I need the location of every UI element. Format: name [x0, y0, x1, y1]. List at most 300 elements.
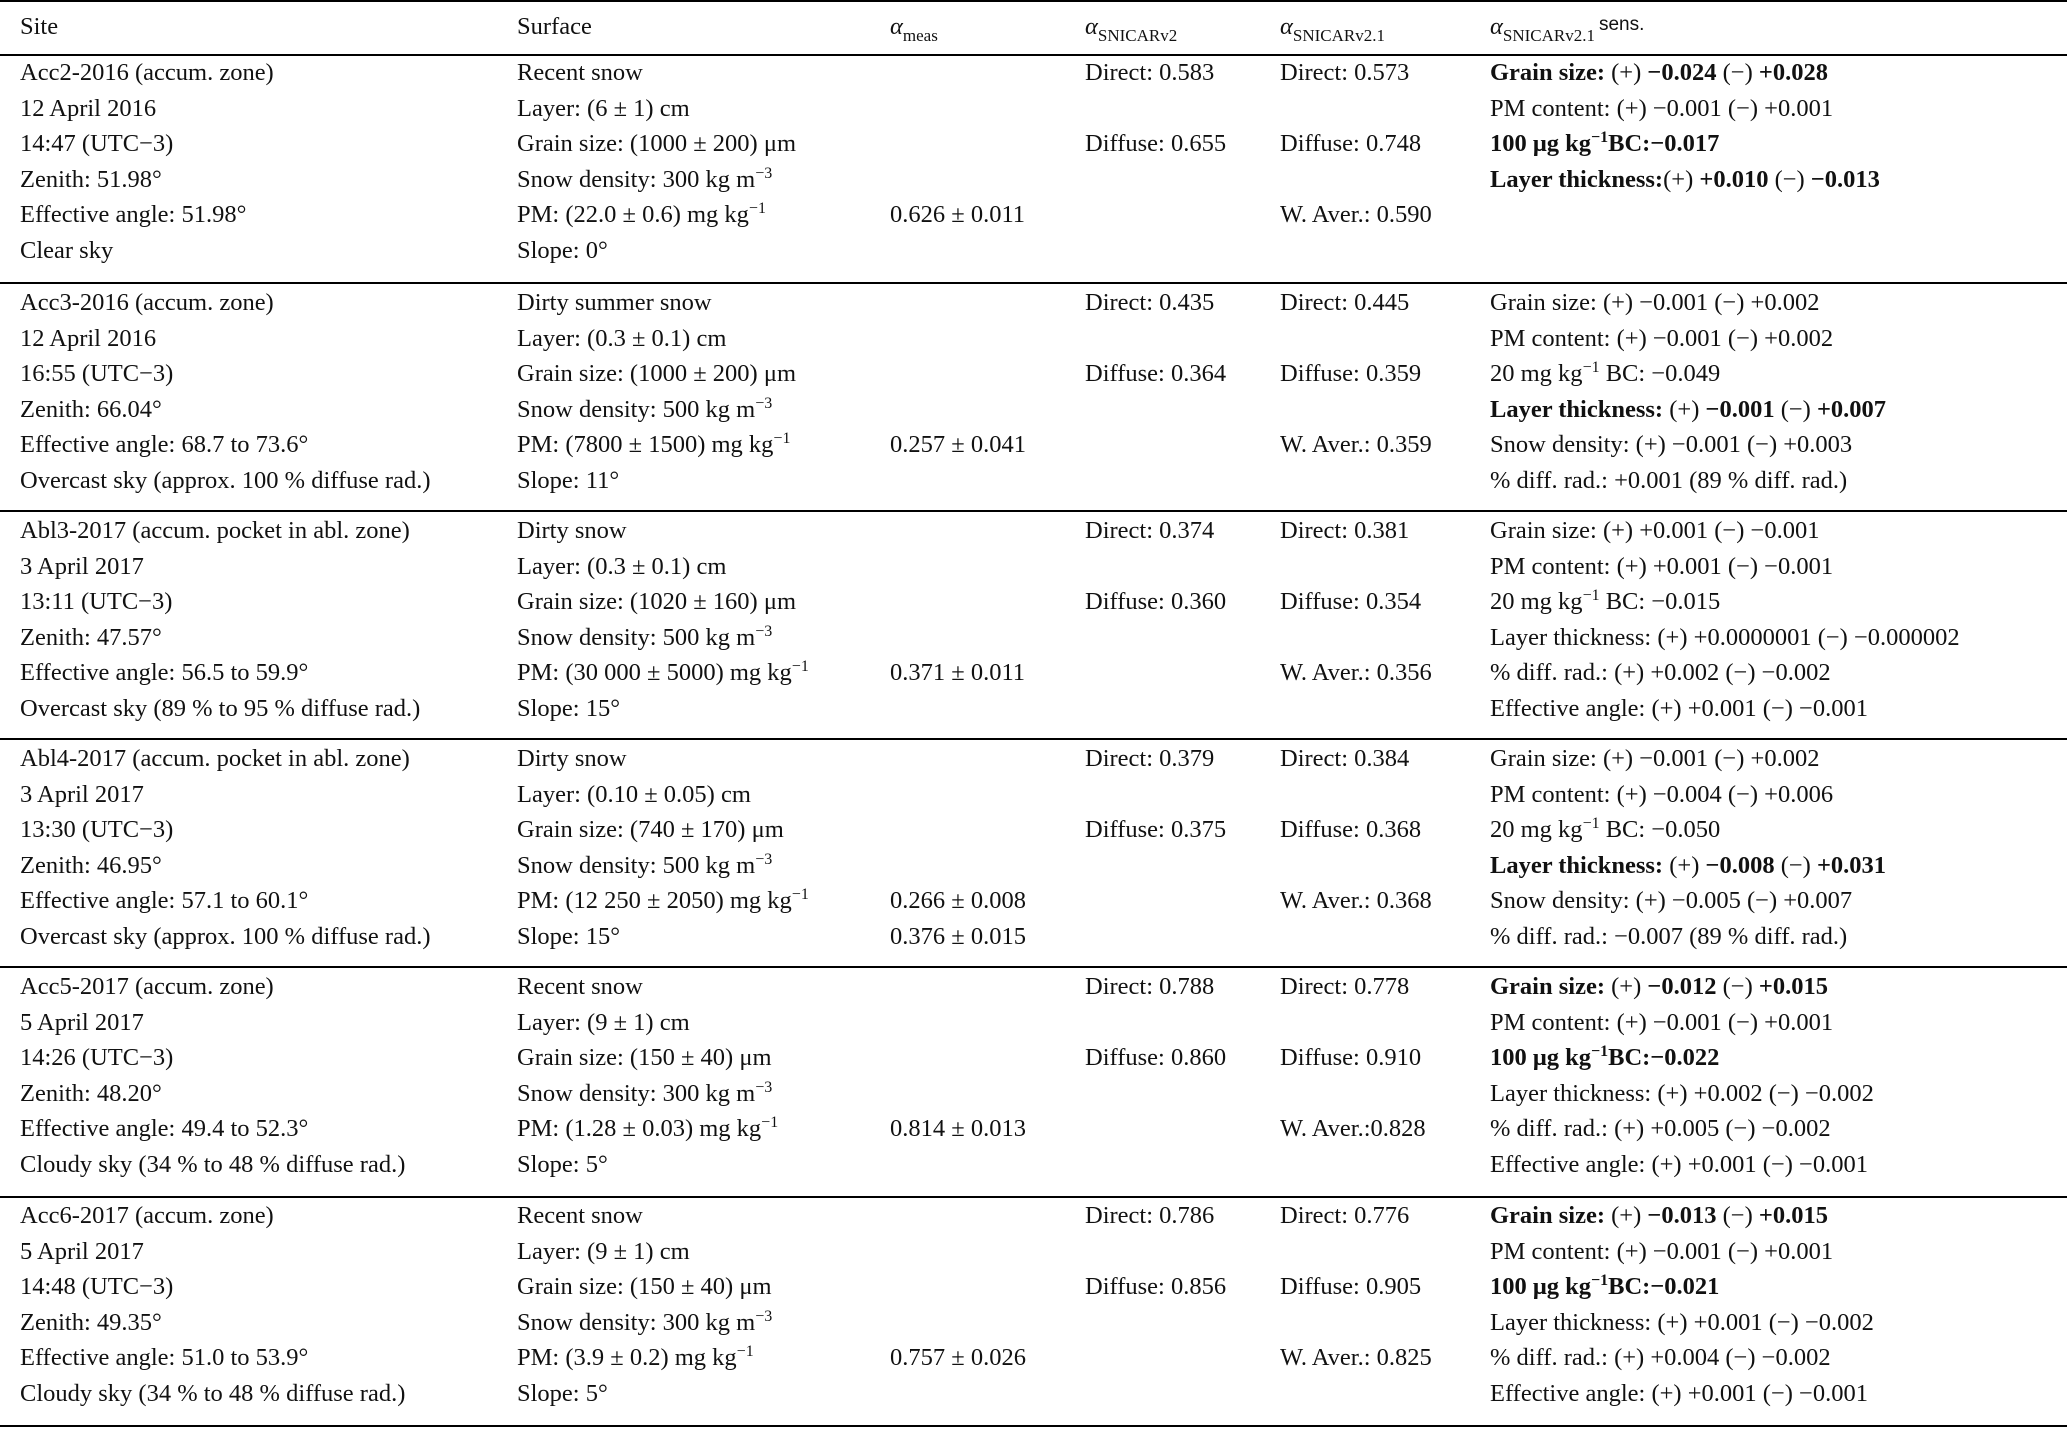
site-line: Zenith: 48.20° [20, 1079, 162, 1107]
surface-text: PM: (7800 ± 1500) mg kg [517, 431, 774, 458]
sensitivity-line [1490, 428, 1852, 462]
sensitivity-line [1490, 621, 1960, 655]
surface-line [517, 286, 712, 320]
table-rule [0, 54, 2067, 56]
surface-line [517, 127, 796, 161]
exponent: −1 [748, 199, 766, 217]
sens-label: 20 mg kg [1490, 360, 1583, 387]
surface-text: Grain size: (1020 ± 160) μm [517, 588, 797, 615]
surface-line [517, 393, 772, 427]
sensitivity-line [1490, 1112, 1831, 1146]
site-line: 12 April 2016 [20, 324, 157, 352]
sens-label: % diff. rad.: [1490, 659, 1608, 686]
sens-label: Grain size: [1490, 517, 1597, 544]
surface-text: Layer: (0.10 ± 0.05) cm [517, 780, 751, 808]
sens-text: (+) −0.001 (−) +0.002 [1596, 745, 1820, 772]
alpha-symbol: α [1490, 13, 1503, 40]
v21-line: Direct: 0.573 [1280, 59, 1410, 86]
sens-text: (+) −0.004 (−) +0.006 [1610, 780, 1834, 808]
sens-text: (+) +0.002 (−) −0.002 [1607, 659, 1831, 686]
surface-line [517, 1235, 690, 1269]
sens-label: % diff. rad.: [1490, 1344, 1608, 1371]
surface-line [517, 1041, 772, 1075]
sens-value: +0.015 [1758, 973, 1828, 1000]
site-line: 3 April 2017 [20, 552, 144, 580]
surface-line [517, 464, 619, 498]
exponent: −1 [1582, 358, 1600, 376]
sens-text: (+) −0.001 (−) +0.001 [1610, 94, 1834, 122]
v21-line: Direct: 0.381 [1280, 517, 1410, 544]
table-rule [0, 1425, 2067, 1427]
surface-line [517, 1006, 690, 1040]
sens-label: Grain size: [1490, 59, 1605, 86]
sens-label: 20 mg kg [1490, 588, 1583, 615]
header-site: Site [20, 13, 59, 40]
sens-label: PM content: [1490, 1008, 1611, 1036]
header-sub-meas: meas [902, 26, 938, 45]
v21-line: W. Aver.: 0.590 [1280, 201, 1432, 228]
exponent: −3 [755, 164, 773, 182]
sens-label: Layer thickness: [1490, 1308, 1652, 1336]
sens-value: BC:−0.022 [1608, 1044, 1720, 1071]
v21-line: Diffuse: 0.368 [1280, 816, 1422, 843]
v21-line: Direct: 0.445 [1280, 289, 1410, 316]
sens-label: Effective angle: [1490, 1379, 1646, 1407]
exponent: −3 [755, 394, 773, 412]
surface-text: Slope: 0° [517, 236, 608, 264]
v21-line: W. Aver.: 0.825 [1280, 1344, 1432, 1371]
surface-text: Snow density: 500 kg m [517, 395, 756, 423]
site-line: Effective angle: 57.1 to 60.1° [20, 887, 309, 914]
sens-label: Layer thickness: [1490, 165, 1664, 193]
sens-label: Effective angle: [1490, 1150, 1646, 1178]
sens-value: −0.012 [1647, 973, 1717, 1000]
meas-line: 0.371 ± 0.011 [890, 659, 1026, 686]
surface-text: Layer: (6 ± 1) cm [517, 94, 690, 122]
site-line: 3 April 2017 [20, 780, 144, 808]
surface-text: Layer: (0.3 ± 0.1) cm [517, 324, 727, 352]
sens-text: (+) [1605, 59, 1648, 86]
surface-line [517, 778, 751, 812]
surface-text: Snow density: 300 kg m [517, 165, 756, 193]
surface-text: Layer: (0.3 ± 0.1) cm [517, 552, 727, 580]
exponent: −1 [1591, 128, 1609, 146]
sens-value: +0.010 [1699, 165, 1769, 193]
surface-text: PM: (22.0 ± 0.6) mg kg [517, 201, 749, 228]
site-line: Cloudy sky (34 % to 48 % diffuse rad.) [20, 1150, 406, 1178]
surface-line [517, 1112, 778, 1146]
surface-line [517, 585, 796, 619]
sens-text: (−) [1774, 851, 1817, 879]
surface-line [517, 621, 772, 655]
surface-line [517, 550, 726, 584]
sens-text: (−) [1774, 395, 1817, 423]
sens-text: (−) [1716, 1202, 1759, 1229]
sens-text: (+) −0.005 (−) +0.007 [1629, 887, 1853, 914]
v21-line: Direct: 0.778 [1280, 973, 1410, 1000]
surface-text: Layer: (9 ± 1) cm [517, 1237, 690, 1265]
v21-line: W. Aver.: 0.368 [1280, 887, 1432, 914]
exponent: −3 [755, 1078, 773, 1096]
sens-value: +0.007 [1816, 395, 1887, 423]
site-line: Overcast sky (approx. 100 % diffuse rad.) [20, 922, 431, 950]
sensitivity-line [1490, 1341, 1831, 1375]
meas-line: 0.757 ± 0.026 [890, 1344, 1026, 1371]
sensitivity-line [1490, 357, 1720, 391]
sensitivity-line [1490, 514, 1819, 548]
sens-label: Snow density: [1490, 431, 1630, 458]
surface-text: Grain size: (1000 ± 200) μm [517, 360, 797, 387]
exponent: −1 [791, 885, 809, 903]
sens-value: +0.015 [1758, 1202, 1828, 1229]
sens-label: PM content: [1490, 324, 1611, 352]
table-rule [0, 510, 2067, 512]
sensitivity-line [1490, 585, 1720, 619]
table-rule [0, 282, 2067, 284]
surface-line [517, 1377, 608, 1411]
exponent: −1 [1591, 1042, 1609, 1060]
surface-text: Slope: 15° [517, 694, 621, 722]
surface-line [517, 1341, 754, 1375]
v2-line: Diffuse: 0.364 [1085, 360, 1227, 387]
v2-line: Diffuse: 0.860 [1085, 1044, 1227, 1071]
sens-label: 100 μg kg [1490, 1273, 1592, 1300]
header-alpha-meas [890, 10, 938, 46]
sensitivity-line [1490, 1148, 1868, 1182]
surface-line [517, 884, 809, 918]
header-sens-label: sens. [1598, 14, 1645, 35]
v2-line: Diffuse: 0.360 [1085, 588, 1227, 615]
site-line: Acc3-2016 (accum. zone) [20, 289, 274, 316]
header-alpha-snicarv21 [1280, 10, 1385, 46]
site-line: Effective angle: 56.5 to 59.9° [20, 659, 309, 686]
surface-text: Snow density: 500 kg m [517, 851, 756, 879]
sens-text: (+) +0.002 (−) −0.002 [1651, 1079, 1874, 1107]
sens-label: Effective angle: [1490, 694, 1646, 722]
sens-text: (+) [1605, 973, 1648, 1000]
header-sub-snicarv2: SNICARv2 [1097, 26, 1178, 45]
surface-line [517, 357, 796, 391]
sens-text: (+) −0.001 (−) +0.001 [1610, 1008, 1834, 1036]
site-line: Zenith: 46.95° [20, 851, 162, 879]
header-sub-snicarv21: SNICARv2.1 [1292, 26, 1385, 45]
table-rule [0, 966, 2067, 968]
site-line: 5 April 2017 [20, 1008, 144, 1036]
site-line: Overcast sky (approx. 100 % diffuse rad.) [20, 466, 431, 494]
sens-value: +0.031 [1816, 851, 1887, 879]
meas-line: 0.376 ± 0.015 [890, 922, 1026, 950]
surface-line [517, 92, 690, 126]
sens-text: (+) [1605, 1202, 1648, 1229]
surface-text: Snow density: 300 kg m [517, 1308, 756, 1336]
surface-line [517, 428, 790, 462]
sens-text: (+) [1663, 851, 1706, 879]
sensitivity-line [1490, 1377, 1868, 1411]
sens-text: (+) [1663, 395, 1706, 423]
site-line: Acc5-2017 (accum. zone) [20, 973, 274, 1000]
table-rule [0, 0, 2067, 2]
sensitivity-line [1490, 1270, 1719, 1304]
alpha-symbol: α [890, 13, 903, 40]
sens-text: (+) +0.001 (−) −0.002 [1651, 1308, 1874, 1336]
v2-line: Direct: 0.786 [1085, 1202, 1215, 1229]
header-alpha-snicarv2 [1085, 10, 1177, 46]
sens-text: (+) −0.001 (−) +0.003 [1629, 431, 1853, 458]
surface-text: Dirty snow [517, 745, 627, 772]
sens-value: BC:−0.017 [1608, 130, 1720, 157]
sens-label: % diff. rad.: [1490, 1115, 1608, 1142]
site-line: 14:26 (UTC−3) [20, 1044, 174, 1071]
sensitivity-line [1490, 322, 1833, 356]
v21-line: W. Aver.: 0.356 [1280, 659, 1432, 686]
surface-text: Grain size: (740 ± 170) μm [517, 816, 784, 843]
surface-text: Dirty summer snow [517, 289, 712, 316]
surface-line [517, 1148, 608, 1182]
sensitivity-line [1490, 92, 1833, 126]
header-surface: Surface [517, 13, 592, 40]
site-line: Acc2-2016 (accum. zone) [20, 59, 274, 86]
sensitivity-line [1490, 813, 1720, 847]
surface-line [517, 920, 620, 954]
meas-line: 0.257 ± 0.041 [890, 431, 1026, 458]
sens-label: Layer thickness: [1490, 623, 1652, 651]
v21-line: W. Aver.: 0.359 [1280, 431, 1432, 458]
site-line: 12 April 2016 [20, 94, 157, 122]
surface-text: Snow density: 500 kg m [517, 623, 756, 651]
surface-text: Recent snow [517, 1202, 643, 1229]
surface-text: PM: (3.9 ± 0.2) mg kg [517, 1344, 737, 1371]
surface-text: Dirty snow [517, 517, 627, 544]
v21-line: Diffuse: 0.359 [1280, 360, 1422, 387]
sens-text: (+) +0.0000001 (−) −0.000002 [1651, 623, 1960, 651]
surface-text: Snow density: 300 kg m [517, 1079, 756, 1107]
sensitivity-line [1490, 920, 1847, 954]
v2-line: Direct: 0.788 [1085, 973, 1215, 1000]
sens-text: (+) +0.001 (−) −0.001 [1645, 1379, 1868, 1407]
surface-line [517, 1306, 772, 1340]
sens-text: (+) +0.005 (−) −0.002 [1607, 1115, 1831, 1142]
v2-line: Diffuse: 0.375 [1085, 816, 1227, 843]
sens-label: % diff. rad.: [1490, 922, 1608, 950]
sens-label: Layer thickness: [1490, 1079, 1652, 1107]
sens-value: −0.013 [1647, 1202, 1717, 1229]
sens-value: BC: −0.049 [1599, 360, 1721, 387]
sens-label: Grain size: [1490, 289, 1597, 316]
sensitivity-line [1490, 656, 1831, 690]
sens-text: (−) [1768, 165, 1811, 193]
alpha-symbol: α [1280, 13, 1293, 40]
surface-text: Slope: 15° [517, 922, 621, 950]
exponent: −1 [1582, 586, 1600, 604]
meas-line: 0.814 ± 0.013 [890, 1115, 1026, 1142]
sens-text: (+) +0.001 (−) −0.001 [1610, 552, 1834, 580]
sensitivity-line [1490, 970, 1828, 1004]
sensitivity-line [1490, 56, 1828, 90]
meas-line: 0.266 ± 0.008 [890, 887, 1026, 914]
surface-text: PM: (1.28 ± 0.03) mg kg [517, 1115, 762, 1142]
sensitivity-line [1490, 550, 1833, 584]
surface-line [517, 849, 772, 883]
site-line: Effective angle: 68.7 to 73.6° [20, 431, 309, 458]
site-line: Cloudy sky (34 % to 48 % diffuse rad.) [20, 1379, 406, 1407]
surface-line [517, 56, 643, 90]
surface-text: PM: (12 250 ± 2050) mg kg [517, 887, 792, 914]
site-line: Clear sky [20, 236, 114, 264]
site-line: Effective angle: 49.4 to 52.3° [20, 1115, 309, 1142]
sens-label: Grain size: [1490, 745, 1597, 772]
sens-label: PM content: [1490, 780, 1611, 808]
sens-text: −0.007 (89 % diff. rad.) [1607, 922, 1848, 950]
exponent: −3 [755, 622, 773, 640]
site-line: Overcast sky (89 % to 95 % diffuse rad.) [20, 694, 421, 722]
site-line: Acc6-2017 (accum. zone) [20, 1202, 274, 1229]
exponent: −3 [755, 1307, 773, 1325]
surface-line [517, 1199, 643, 1233]
site-line: Abl3-2017 (accum. pocket in abl. zone) [20, 517, 410, 544]
sens-text: (−) [1716, 973, 1759, 1000]
sens-label: 20 mg kg [1490, 816, 1583, 843]
v21-line: Direct: 0.384 [1280, 745, 1410, 772]
exponent: −1 [791, 657, 809, 675]
exponent: −3 [755, 850, 773, 868]
v2-line: Direct: 0.379 [1085, 745, 1215, 772]
v2-line: Diffuse: 0.655 [1085, 130, 1227, 157]
exponent: −1 [1591, 1271, 1609, 1289]
sensitivity-line [1490, 1199, 1828, 1233]
sensitivity-line [1490, 286, 1819, 320]
surface-line [517, 1077, 772, 1111]
sens-value: −0.001 [1705, 395, 1775, 423]
site-line: 13:30 (UTC−3) [20, 816, 174, 843]
surface-text: Grain size: (1000 ± 200) μm [517, 130, 797, 157]
sensitivity-line [1490, 1077, 1874, 1111]
meas-line: 0.626 ± 0.011 [890, 201, 1026, 228]
surface-line [517, 970, 643, 1004]
surface-line [517, 1270, 772, 1304]
sensitivity-line [1490, 163, 1880, 197]
sensitivity-line [1490, 393, 1886, 427]
v21-line: Direct: 0.776 [1280, 1202, 1410, 1229]
header-sub-sens: SNICARv2.1 [1502, 26, 1595, 45]
site-line: Effective angle: 51.0 to 53.9° [20, 1344, 309, 1371]
alpha-symbol: α [1085, 13, 1098, 40]
sens-label: Snow density: [1490, 887, 1630, 914]
sens-value: BC: −0.050 [1599, 816, 1721, 843]
sens-label: Layer thickness: [1490, 851, 1664, 879]
v21-line: Diffuse: 0.748 [1280, 130, 1422, 157]
sens-label: Grain size: [1490, 1202, 1605, 1229]
sens-text: (−) [1716, 59, 1759, 86]
v21-line: Diffuse: 0.905 [1280, 1273, 1422, 1300]
sens-value: BC: −0.015 [1599, 588, 1721, 615]
sensitivity-line [1490, 692, 1868, 726]
surface-text: PM: (30 000 ± 5000) mg kg [517, 659, 792, 686]
table-rule [0, 1196, 2067, 1198]
v21-line: W. Aver.:0.828 [1280, 1115, 1426, 1142]
site-line: Effective angle: 51.98° [20, 201, 247, 228]
surface-text: Slope: 11° [517, 466, 620, 494]
sens-text: +0.001 (89 % diff. rad.) [1607, 466, 1848, 494]
sens-value: −0.024 [1647, 59, 1717, 86]
surface-line [517, 163, 772, 197]
sens-label: Grain size: [1490, 973, 1605, 1000]
v2-line: Diffuse: 0.856 [1085, 1273, 1227, 1300]
exponent: −1 [1582, 814, 1600, 832]
surface-line [517, 813, 784, 847]
surface-line [517, 742, 627, 776]
sensitivity-line [1490, 742, 1819, 776]
v2-line: Direct: 0.435 [1085, 289, 1215, 316]
sensitivity-line [1490, 127, 1719, 161]
sens-text: (+) +0.001 (−) −0.001 [1645, 1150, 1868, 1178]
v21-line: Diffuse: 0.910 [1280, 1044, 1422, 1071]
sens-value: BC:−0.021 [1608, 1273, 1720, 1300]
sensitivity-line [1490, 1306, 1874, 1340]
surface-line [517, 692, 620, 726]
sens-value: +0.028 [1758, 59, 1828, 86]
site-line: Zenith: 66.04° [20, 395, 162, 423]
v2-line: Direct: 0.583 [1085, 59, 1215, 86]
site-line: 14:48 (UTC−3) [20, 1273, 174, 1300]
exponent: −1 [736, 1342, 754, 1360]
sens-text: (+) [1663, 165, 1700, 193]
surface-line [517, 322, 726, 356]
sens-label: PM content: [1490, 552, 1611, 580]
site-line: Abl4-2017 (accum. pocket in abl. zone) [20, 745, 410, 772]
surface-text: Slope: 5° [517, 1379, 608, 1407]
sens-label: % diff. rad.: [1490, 466, 1608, 494]
sens-text: (+) −0.001 (−) +0.001 [1610, 1237, 1834, 1265]
sens-label: PM content: [1490, 94, 1611, 122]
site-line: 14:47 (UTC−3) [20, 130, 174, 157]
sens-value: −0.013 [1810, 165, 1880, 193]
sens-text: (+) −0.001 (−) +0.002 [1610, 324, 1834, 352]
sens-text: (+) −0.001 (−) +0.002 [1596, 289, 1820, 316]
sens-text: (+) +0.001 (−) −0.001 [1596, 517, 1820, 544]
sensitivity-line [1490, 1235, 1833, 1269]
exponent: −1 [761, 1113, 779, 1131]
sens-value: −0.008 [1705, 851, 1775, 879]
sens-text: (+) +0.004 (−) −0.002 [1607, 1344, 1831, 1371]
site-line: Zenith: 47.57° [20, 623, 162, 651]
sens-label: Layer thickness: [1490, 395, 1664, 423]
sens-label: 100 μg kg [1490, 1044, 1592, 1071]
sens-label: PM content: [1490, 1237, 1611, 1265]
surface-text: Recent snow [517, 973, 643, 1000]
surface-text: Layer: (9 ± 1) cm [517, 1008, 690, 1036]
sens-text: (+) +0.001 (−) −0.001 [1645, 694, 1868, 722]
surface-text: Grain size: (150 ± 40) μm [517, 1044, 772, 1071]
surface-text: Recent snow [517, 59, 643, 86]
site-line: Zenith: 51.98° [20, 165, 162, 193]
site-line: Zenith: 49.35° [20, 1308, 162, 1336]
surface-text: Slope: 5° [517, 1150, 608, 1178]
exponent: −1 [773, 429, 791, 447]
sens-label: 100 μg kg [1490, 130, 1592, 157]
surface-line [517, 656, 809, 690]
v2-line: Direct: 0.374 [1085, 517, 1215, 544]
site-line: 16:55 (UTC−3) [20, 360, 174, 387]
sensitivity-line [1490, 1006, 1833, 1040]
sensitivity-line [1490, 884, 1852, 918]
sensitivity-line [1490, 1041, 1719, 1075]
header-alpha-sens [1490, 10, 1644, 46]
site-line: 13:11 (UTC−3) [20, 588, 173, 615]
sensitivity-line [1490, 778, 1833, 812]
surface-line [517, 234, 608, 268]
table-rule [0, 738, 2067, 740]
sensitivity-line [1490, 464, 1847, 498]
